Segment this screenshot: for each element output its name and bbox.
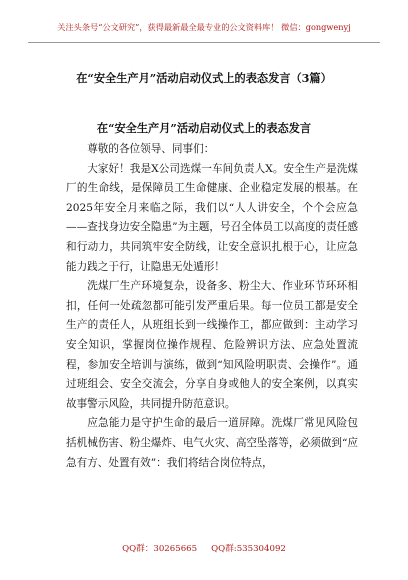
body-paragraph: 大家好！我是X公司选煤一车间负责人X。安全生产是洗煤厂的生命线，是保障员工生命健康、企业稳定发展的根基。在2025年安全月来临之际，我们以“人人讲安全，个个会应急——查找身边安全隐患”为主题，号召全体员工以高度的责任感和行动力，共同筑牢安全防线，让安全意识扎根于心，让应急能力践之于行，让隐患无处遁形！	[66, 162, 358, 273]
qq-group-1: QQ群：30265665	[122, 544, 198, 554]
page-header-note: 关注头条号“公文研究”，获得最新最全最专业的公文资料库！ 微信：gongwenyj	[57, 22, 351, 32]
header-divider	[28, 42, 380, 43]
greeting-paragraph: 尊敬的各位领导、同事们：	[87, 143, 215, 155]
document-title: 在“安全生产月”活动启动仪式上的表态发言（3篇）	[76, 71, 332, 85]
document-body	[66, 140, 358, 473]
body-paragraph: 应急能力是守护生命的最后一道屏障。洗煤厂常见风险包括机械伤害、粉尘爆炸、电气火灾、高空坠落等，必须做到“应急有方、处置有效”：我们将结合岗位特点，	[66, 417, 358, 469]
page-footer	[0, 542, 408, 554]
qq-group-2: QQ群:535304092	[211, 544, 286, 554]
body-paragraph: 洗煤厂生产环境复杂，设备多、粉尘大、作业环节环环相扣，任何一处疏忽都可能引发严重后果。每一位员工都是安全生产的责任人，从班组长到一线操作工，都应做到：主动学习安全知识，掌握岗位操作规程、危险辨识方法、应急处置流程，参加安全培训与演练，做到“知风险明职责、会操作”。通过班组会、安全交流会，分享自身或他人的安全案例，以真实故事警示风险，共同提升防范意识。	[66, 280, 358, 410]
section-title: 在“安全生产月”活动启动仪式上的表态发言	[96, 121, 312, 135]
